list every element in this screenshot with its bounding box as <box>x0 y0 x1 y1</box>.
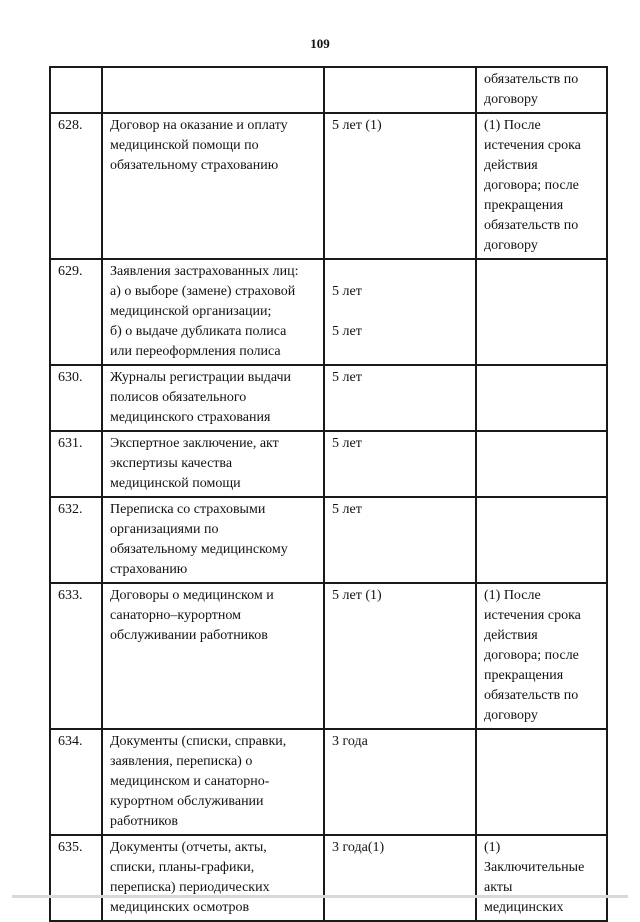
comment-line: обязательств по <box>484 72 579 87</box>
document-title-line: обслуживании работников <box>110 628 268 643</box>
document-title-line: или переоформления полиса <box>110 344 281 359</box>
comment-cell <box>476 835 607 921</box>
comment-line: договору <box>484 238 538 253</box>
item-number: 631. <box>58 436 83 451</box>
page-number: 109 <box>310 36 330 51</box>
table-row <box>50 113 607 259</box>
document-title-cell <box>102 835 324 921</box>
comment-line: договора; после <box>484 648 579 663</box>
table-row <box>50 67 607 113</box>
retention-term-cell <box>324 365 476 431</box>
item-number-cell <box>50 583 102 729</box>
document-title-line: Заявления застрахованных лиц: <box>110 264 299 279</box>
item-number-cell <box>50 729 102 835</box>
retention-term-line: 5 лет <box>332 284 362 299</box>
comment-line: договору <box>484 708 538 723</box>
retention-term-cell <box>324 729 476 835</box>
item-number: 633. <box>58 588 83 603</box>
document-title-line: полисов обязательного <box>110 390 247 405</box>
item-number-cell <box>50 365 102 431</box>
document-title-line: б) о выдаче дубликата полиса <box>110 324 287 339</box>
item-number: 630. <box>58 370 83 385</box>
retention-term-line: 5 лет <box>332 502 362 517</box>
document-title-line: санаторно–курортном <box>110 608 241 623</box>
retention-term-line: 3 года <box>332 734 368 749</box>
document-title-cell <box>102 583 324 729</box>
comment-line: акты <box>484 880 513 895</box>
comment-cell <box>476 113 607 259</box>
document-title-line: медицинской помощи <box>110 476 241 491</box>
document-title-cell <box>102 431 324 497</box>
document-title-cell <box>102 67 324 113</box>
comment-line: договору <box>484 92 538 107</box>
document-title-line: медицинской помощи по <box>110 138 259 153</box>
document-title-line: организациями по <box>110 522 219 537</box>
item-number: 632. <box>58 502 83 517</box>
comment-line: прекращения <box>484 668 564 683</box>
comment-line: действия <box>484 628 538 643</box>
item-number: 628. <box>58 118 83 133</box>
document-title-line: переписка) периодических <box>110 880 270 895</box>
retention-term-cell <box>324 497 476 583</box>
comment-line: (1) <box>484 840 501 855</box>
document-title-line: медицинских осмотров <box>110 900 250 915</box>
document-title-cell <box>102 365 324 431</box>
document-title-line: медицинского страхования <box>110 410 271 425</box>
document-title-line: Договор на оказание и оплату <box>110 118 288 133</box>
comment-line: (1) После <box>484 588 541 603</box>
retention-term-line: 5 лет (1) <box>332 118 382 133</box>
retention-term-cell <box>324 835 476 921</box>
document-title-cell <box>102 729 324 835</box>
item-number-cell <box>50 67 102 113</box>
item-number: 634. <box>58 734 83 749</box>
document-title-line: заявления, переписка) о <box>110 754 253 769</box>
document-title-cell <box>102 497 324 583</box>
item-number-cell <box>50 113 102 259</box>
retention-term-cell <box>324 113 476 259</box>
comment-cell <box>476 583 607 729</box>
retention-term-line: 5 лет (1) <box>332 588 382 603</box>
document-title-line: Документы (отчеты, акты, <box>110 840 267 855</box>
table-row <box>50 583 607 729</box>
comment-line: действия <box>484 158 538 173</box>
comment-line: медицинских <box>484 900 564 915</box>
comment-cell <box>476 365 607 431</box>
document-title-line: медицинской организации; <box>110 304 272 319</box>
document-title-line: медицинском и санаторно- <box>110 774 270 789</box>
table-row <box>50 835 607 921</box>
comment-line: прекращения <box>484 198 564 213</box>
comment-cell <box>476 729 607 835</box>
retention-term-cell <box>324 431 476 497</box>
document-title-line: обязательному страхованию <box>110 158 279 173</box>
retention-term-line: 5 лет <box>332 436 362 451</box>
document-title-line: а) о выборе (замене) страховой <box>110 284 296 299</box>
document-title-line: списки, планы-графики, <box>110 860 255 875</box>
document-title-line: страхованию <box>110 562 188 577</box>
item-number: 629. <box>58 264 83 279</box>
item-number-cell <box>50 431 102 497</box>
retention-term-cell <box>324 67 476 113</box>
document-title-line: Переписка со страховыми <box>110 502 266 517</box>
comment-line: Заключительные <box>484 860 585 875</box>
document-title-cell <box>102 259 324 365</box>
document-title-line: обязательному медицинскому <box>110 542 288 557</box>
comment-line: обязательств по <box>484 688 579 703</box>
retention-term-line: 5 лет <box>332 370 362 385</box>
comment-cell <box>476 497 607 583</box>
document-title-line: курортном обслуживании <box>110 794 264 809</box>
comment-line: обязательств по <box>484 218 579 233</box>
scan-edge-line <box>12 895 628 898</box>
table-row <box>50 497 607 583</box>
comment-line: истечения срока <box>484 608 581 623</box>
document-title-line: Журналы регистрации выдачи <box>110 370 292 385</box>
document-title-line: Договоры о медицинском и <box>110 588 274 603</box>
table-row <box>50 729 607 835</box>
retention-term-cell <box>324 259 476 365</box>
retention-term-line: 3 года(1) <box>332 840 385 855</box>
line-gap <box>332 302 470 322</box>
document-title-line: Документы (списки, справки, <box>110 734 287 749</box>
document-title-cell <box>102 113 324 259</box>
table-row <box>50 431 607 497</box>
retention-term-line: 5 лет <box>332 324 362 339</box>
comment-line: (1) После <box>484 118 541 133</box>
document-title-line: экспертизы качества <box>110 456 233 471</box>
comment-cell <box>476 431 607 497</box>
line-gap <box>332 262 470 282</box>
table-row <box>50 365 607 431</box>
retention-term-cell <box>324 583 476 729</box>
table-row <box>50 259 607 365</box>
item-number-cell <box>50 497 102 583</box>
comment-cell <box>476 67 607 113</box>
item-number: 635. <box>58 840 83 855</box>
table-body <box>50 67 607 921</box>
document-title-line: работников <box>110 814 178 829</box>
comment-line: истечения срока <box>484 138 581 153</box>
retention-table <box>49 66 608 922</box>
comment-line: договора; после <box>484 178 579 193</box>
item-number-cell <box>50 835 102 921</box>
item-number-cell <box>50 259 102 365</box>
comment-cell <box>476 259 607 365</box>
document-title-line: Экспертное заключение, акт <box>110 436 279 451</box>
